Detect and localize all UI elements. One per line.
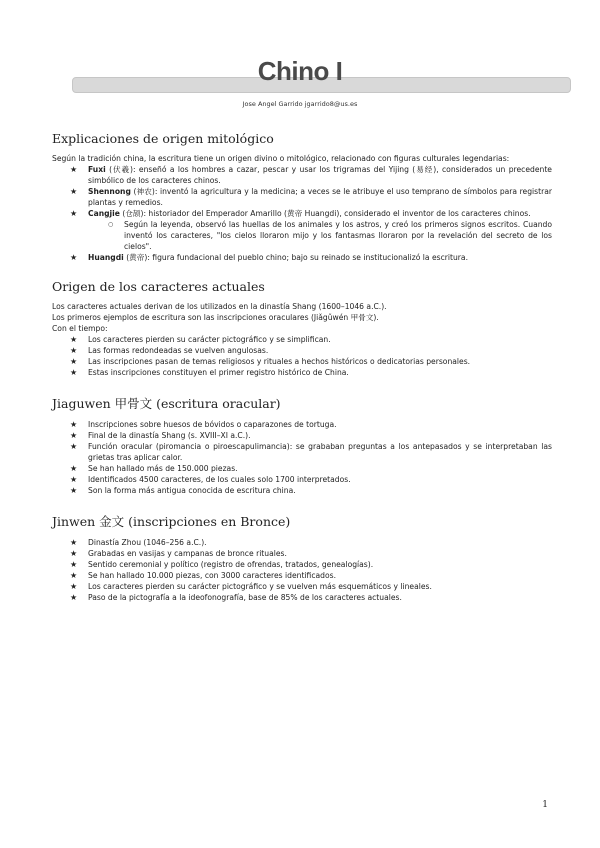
origen-line: Los caracteres actuales derivan de los utilizados en la dinastía Shang (1600–1046 a.C.). xyxy=(52,302,387,311)
item-text: Dinastía Zhou (1046–256 a.C.). xyxy=(88,538,207,547)
item-text: Se han hallado 10.000 piezas, con 3000 caracteres identificados. xyxy=(88,571,336,580)
item-text: Final de la dinastía Shang (s. XVIII–XI a.C.). xyxy=(88,431,251,440)
item-text: Grabadas en vasijas y campanas de bronce rituales. xyxy=(88,549,287,558)
mito-intro: Según la tradición china, la escritura tiene un origen divino o mitológico, relacionado con figuras culturales legendarias: xyxy=(52,154,510,163)
star-bullet-icon: ★ xyxy=(70,560,78,569)
star-bullet-icon: ★ xyxy=(70,165,78,174)
author-line: Jose Angel Garrido jgarrido8@us.es xyxy=(242,100,358,108)
heading-origen: Origen de los caracteres actuales xyxy=(52,279,265,294)
heading-jinwen: Jinwen 金文 (inscripciones en Bronce) xyxy=(52,514,291,529)
item-text: Los caracteres pierden su carácter pictográfico y se simplifican. xyxy=(88,335,331,344)
list-item xyxy=(52,164,552,186)
star-bullet-icon: ★ xyxy=(70,368,78,377)
list-item xyxy=(52,252,552,263)
list-item xyxy=(52,581,552,592)
list-item xyxy=(52,474,552,485)
item-text: Las inscripciones pasan de temas religiosos y rituales a hechos históricos o dedicatorias personales. xyxy=(88,357,471,366)
section-origen xyxy=(52,279,552,378)
figure-text: : enseñó a los hombres a cazar, pescar y usar los trigramas del Yijing (易经), considerados un precedente simbólico de los caracteres chinos. xyxy=(88,165,552,185)
star-bullet-icon: ★ xyxy=(70,357,78,366)
figure-chars: (伏羲) xyxy=(109,165,134,174)
star-bullet-icon: ★ xyxy=(70,582,78,591)
list-item xyxy=(52,345,552,356)
cangjie-sublist xyxy=(88,219,552,252)
star-bullet-icon: ★ xyxy=(70,442,78,451)
list-item xyxy=(52,334,552,345)
list-item xyxy=(52,548,552,559)
item-text: Estas inscripciones constituyen el primer registro histórico de China. xyxy=(88,368,349,377)
item-text: Paso de la pictografía a la ideofonografía, base de 85% de los caracteres actuales. xyxy=(88,593,402,602)
list-item xyxy=(52,367,552,378)
figure-name: Fuxi xyxy=(88,165,106,174)
jinwen-list xyxy=(52,537,552,603)
star-bullet-icon: ★ xyxy=(70,475,78,484)
figure-chars: (神农) xyxy=(133,187,155,196)
star-bullet-icon: ★ xyxy=(70,486,78,495)
sub-text: Según la leyenda, observó las huellas de los animales y los astros, y creó los primeros signos escritos. Cuando inventó los caracteres, "los cielos lloraron mijo y los fantasmas lloraron por la revelación del secreto de los cielos". xyxy=(124,220,552,251)
item-text: Los caracteres pierden su carácter pictográfico y se vuelven más esquemáticos y lineales. xyxy=(88,582,432,591)
star-bullet-icon: ★ xyxy=(70,593,78,602)
item-text: Función oracular (piromancia o piroescapulimancia): se grababan preguntas a los antepasados y se interpretaban las grietas tras aplicar calor. xyxy=(88,442,552,462)
jiaguwen-list xyxy=(52,419,552,496)
list-item xyxy=(52,441,552,463)
list-item xyxy=(52,208,552,252)
list-item xyxy=(52,463,552,474)
figure-text: : inventó la agricultura y la medicina; a veces se le atribuye el uso temprano de símbolos para registrar plantas y remedios. xyxy=(88,187,552,207)
figure-chars: (仓颉) xyxy=(122,209,144,218)
item-text: Identificados 4500 caracteres, de los cuales solo 1700 interpretados. xyxy=(88,475,351,484)
list-item xyxy=(52,485,552,496)
list-item xyxy=(52,419,552,430)
star-bullet-icon: ★ xyxy=(70,253,78,262)
star-bullet-icon: ★ xyxy=(70,187,78,196)
list-item xyxy=(52,219,552,252)
figure-text: : figura fundacional del pueblo chino; bajo su reinado se institucionalizó la escritura. xyxy=(147,253,469,262)
star-bullet-icon: ★ xyxy=(70,464,78,473)
origen-list xyxy=(52,334,552,378)
mito-list xyxy=(52,164,552,263)
list-item xyxy=(52,356,552,367)
star-bullet-icon: ★ xyxy=(70,549,78,558)
origen-line: Los primeros ejemplos de escritura son las inscripciones oraculares (Jiǎgǔwén 甲骨文). xyxy=(52,313,379,322)
figure-name: Shennong xyxy=(88,187,131,196)
heading-mito: Explicaciones de origen mitológico xyxy=(52,131,274,146)
star-bullet-icon: ★ xyxy=(70,538,78,547)
section-jiaguwen xyxy=(52,394,552,496)
star-bullet-icon: ★ xyxy=(70,431,78,440)
list-item xyxy=(52,186,552,208)
section-mito xyxy=(52,131,552,263)
item-text: Las formas redondeadas se vuelven angulosas. xyxy=(88,346,269,355)
list-item xyxy=(52,430,552,441)
heading-jiaguwen: Jiaguwen 甲骨文 (escritura oracular) xyxy=(52,396,281,411)
item-text: Se han hallado más de 150.000 piezas. xyxy=(88,464,238,473)
figure-name: Huangdi xyxy=(88,253,124,262)
star-bullet-icon: ★ xyxy=(70,335,78,344)
item-text: Son la forma más antigua conocida de escritura china. xyxy=(88,486,296,495)
list-item xyxy=(52,559,552,570)
item-text: Sentido ceremonial y político (registro de ofrendas, tratados, genealogías). xyxy=(88,560,374,569)
figure-text: : historiador del Emperador Amarillo (黄帝 Huangdi), considerado el inventor de los caracteres chinos. xyxy=(143,209,531,218)
list-item xyxy=(52,537,552,548)
star-bullet-icon: ★ xyxy=(70,420,78,429)
figure-name: Cangjie xyxy=(88,209,120,218)
item-text: Inscripciones sobre huesos de bóvidos o caparazones de tortuga. xyxy=(88,420,337,429)
star-bullet-icon: ★ xyxy=(70,209,78,218)
figure-chars: (黄帝) xyxy=(126,253,148,262)
document-body xyxy=(52,131,552,619)
page-title: Chino I xyxy=(257,56,343,86)
page-number: 1 xyxy=(542,800,548,810)
circle-bullet-icon: ○ xyxy=(108,221,114,228)
list-item xyxy=(52,570,552,581)
list-item xyxy=(52,592,552,603)
star-bullet-icon: ★ xyxy=(70,346,78,355)
section-jinwen xyxy=(52,512,552,603)
origen-line: Con el tiempo: xyxy=(52,324,108,333)
star-bullet-icon: ★ xyxy=(70,571,78,580)
